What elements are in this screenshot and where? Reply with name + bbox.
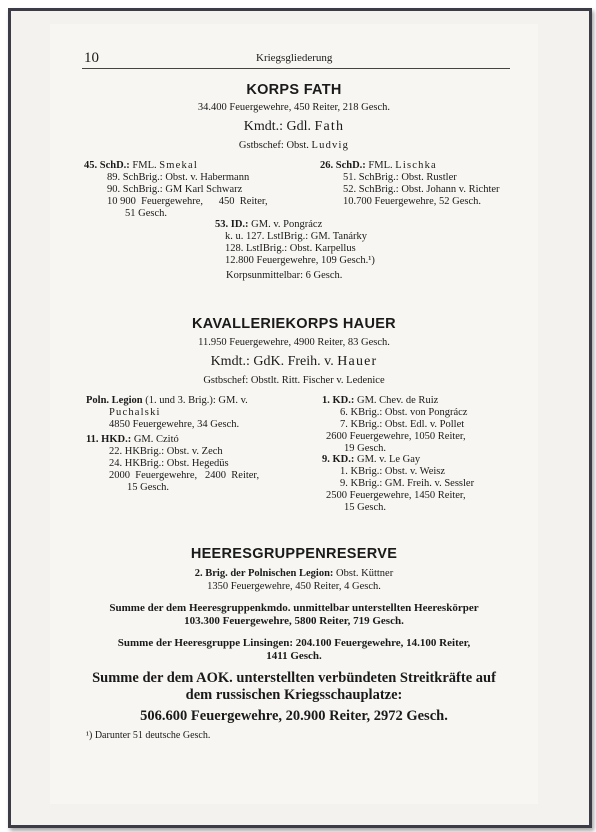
summe-linsingen-line1: Summe der Heeresgruppe Linsingen: 204.100 Feuergewehre, 14.100 Reiter,: [117, 637, 471, 649]
reserve-strength: 1350 Feuergewehre, 450 Reiter, 4 Gesch.: [207, 581, 381, 592]
division-45-block: 45. SchD.: FML. Smekal 89. SchBrig.: Obst. v. Habermann 90. SchBrig.: GM Karl Schwarz 10 900 Feuergewehre, 450 Reiter, 51 Gesch.: [84, 160, 268, 219]
header-rule: [82, 68, 510, 69]
korps-fath-title: KORPS FATH: [246, 82, 342, 98]
running-title: Kriegsgliederung: [256, 52, 333, 64]
footnote: ¹) Darunter 51 deutsche Gesch.: [86, 730, 211, 741]
korps-fath-commander: Kmdt.: Gdl. Fath: [243, 119, 345, 134]
summe-hgkmdo-line2: 103.300 Feuergewehre, 5800 Reiter, 719 Gesch.: [184, 615, 404, 627]
korps-fath-korpsunmittelbar: Korpsunmittelbar: 6 Gesch.: [226, 270, 343, 281]
division-53-block: 53. ID.: GM. v. Pongrácz k. u. 127. LstIBrig.: GM. Tanárky 128. LstIBrig.: Obst. Karpellus 12.800 Feuergewehre, 109 Gesch.¹): [215, 219, 375, 266]
page-number: 10: [84, 50, 99, 66]
summe-linsingen-line2: 1411 Gesch.: [266, 650, 322, 662]
korps-fath-strength: 34.400 Feuergewehre, 450 Reiter, 218 Gesch.: [197, 102, 391, 113]
summe-aok-line2: dem russischen Kriegsschauplatze:: [185, 687, 403, 703]
hkd-11-block: 11. HKD.: GM. Czitó 22. HKBrig.: Obst. v. Zech 24. HKBrig.: Obst. Hegedüs 2000 Feuergewehre, 2400 Reiter, 15 Gesch.: [86, 434, 260, 493]
document-page: [50, 24, 538, 804]
kavalleriekorps-chief-of-staff: Gstbschef: Obstlt. Ritt. Fischer v. Ledenice: [203, 375, 385, 386]
reserve-brigade: 2. Brig. der Polnischen Legion: Obst. Küttner: [194, 568, 394, 579]
korps-fath-chief-of-staff: Gstbschef: Obst. Ludvig: [238, 140, 350, 151]
division-26-block: 26. SchD.: FML. Lischka 51. SchBrig.: Obst. Rustler 52. SchBrig.: Obst. Johann v. Richter 10.700 Feuergewehre, 52 Gesch.: [320, 160, 500, 207]
summe-aok-line3: 506.600 Feuergewehre, 20.900 Reiter, 2972 Gesch.: [140, 708, 448, 724]
reserve-title: HEERESGRUPPENRESERVE: [190, 546, 398, 562]
kavalleriekorps-title: KAVALLERIEKORPS HAUER: [192, 316, 396, 332]
summe-aok-line1: Summe der dem AOK. unterstellten verbündeten Streitkräfte auf: [92, 670, 496, 686]
kavalleriekorps-strength: 11.950 Feuergewehre, 4900 Reiter, 83 Gesch.: [198, 337, 390, 348]
polnische-legion-block: Poln. Legion (1. und 3. Brig.): GM. v. Puchalski 4850 Feuergewehre, 34 Gesch.: [86, 395, 248, 430]
summe-hgkmdo-line1: Summe der dem Heeresgruppenkmdo. unmittelbar unterstellten Heereskörper: [109, 602, 479, 614]
kavalleriekorps-commander: Kmdt.: GdK. Freih. v. Hauer: [210, 354, 378, 369]
kd-1-block: 1. KD.: GM. Chev. de Ruiz 6. KBrig.: Obst. von Pongrácz 7. KBrig.: Obst. Edl. v. Pollet 2600 Feuergewehre, 1050 Reiter, 19 Gesch.: [322, 395, 468, 454]
kd-9-block: 9. KD.: GM. v. Le Gay 1. KBrig.: Obst. v. Weisz 9. KBrig.: GM. Freih. v. Sessler 2500 Feuergewehre, 1450 Reiter, 15 Gesch.: [322, 454, 475, 513]
